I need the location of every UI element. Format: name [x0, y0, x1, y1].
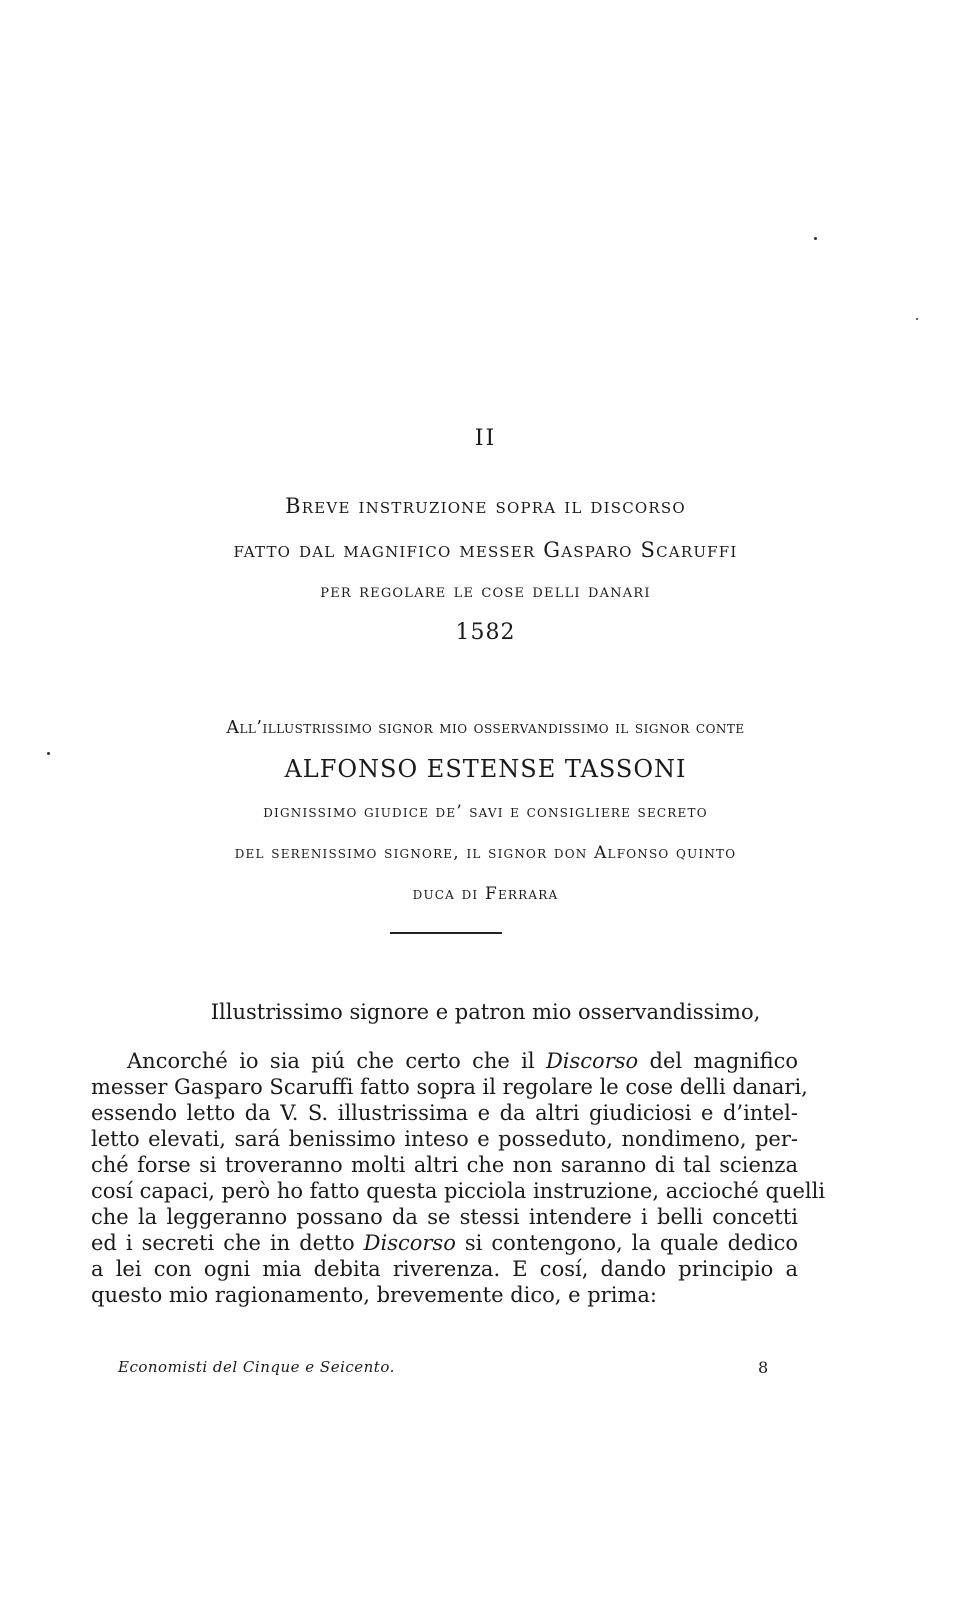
salutation: Illustrissimo signore e patron mio osservandissimo, [210, 1000, 761, 1024]
footer-source: Economisti del Cinque e Seicento. [118, 1358, 395, 1376]
title-line-3: per regolare le cose delli danari [320, 580, 651, 602]
dedication-intro: All’illustrissimo signor mio osservandissimo il signor conte [226, 718, 745, 738]
body-line: essendo letto da V. S. illustrissima e da altri giudiciosi e d’intel- [91, 1101, 798, 1125]
footer-signature-mark: 8 [758, 1358, 769, 1377]
separator-rule [390, 932, 502, 934]
body-line: messer Gasparo Scaruffi fatto sopra il regolare le cose delli danari, [91, 1075, 808, 1099]
body-line: a lei con ogni mia debita riverenza. E cosí, dando principio a [91, 1257, 798, 1281]
body-line: cosí capaci, però ho fatto questa picciola instruzione, accioché quelli [91, 1179, 826, 1203]
dedicatee-name: ALFONSO ESTENSE TASSONI [284, 755, 687, 783]
title-line-1: Breve instruzione sopra il discorso [285, 494, 686, 518]
title-line-2: fatto dal magnifico messer Gasparo Scaruffi [233, 538, 738, 562]
body-line: Ancorché io sia piú che certo che il Discorso del magnifico [127, 1049, 798, 1073]
dedication-role-3: duca di Ferrara [412, 884, 559, 904]
body-line: questo mio ragionamento, brevemente dico, e prima: [91, 1283, 657, 1307]
dedication-role-2: del serenissimo signore, il signor don Alfonso quinto [234, 843, 737, 863]
scan-speck [916, 318, 918, 320]
discorso-title: Discorso [363, 1231, 456, 1255]
chapter-number: II [474, 426, 497, 451]
dedication-role-1: dignissimo giudice de’ savi e consigliere secreto [263, 802, 708, 821]
body-line: che la leggeranno possano da se stessi intendere i belli concetti [91, 1205, 798, 1229]
scan-speck [814, 237, 817, 240]
year: 1582 [455, 620, 516, 645]
body-paragraph [91, 1048, 826, 1308]
body-line: ed i secreti che in detto Discorso si contengono, la quale dedico [91, 1231, 799, 1255]
body-line: ché forse si troveranno molti altri che non saranno di tal scienza [91, 1153, 798, 1177]
body-line: letto elevati, sará benissimo inteso e posseduto, nondimeno, per- [91, 1127, 798, 1151]
discorso-title: Discorso [545, 1049, 639, 1073]
scan-speck [47, 752, 50, 755]
